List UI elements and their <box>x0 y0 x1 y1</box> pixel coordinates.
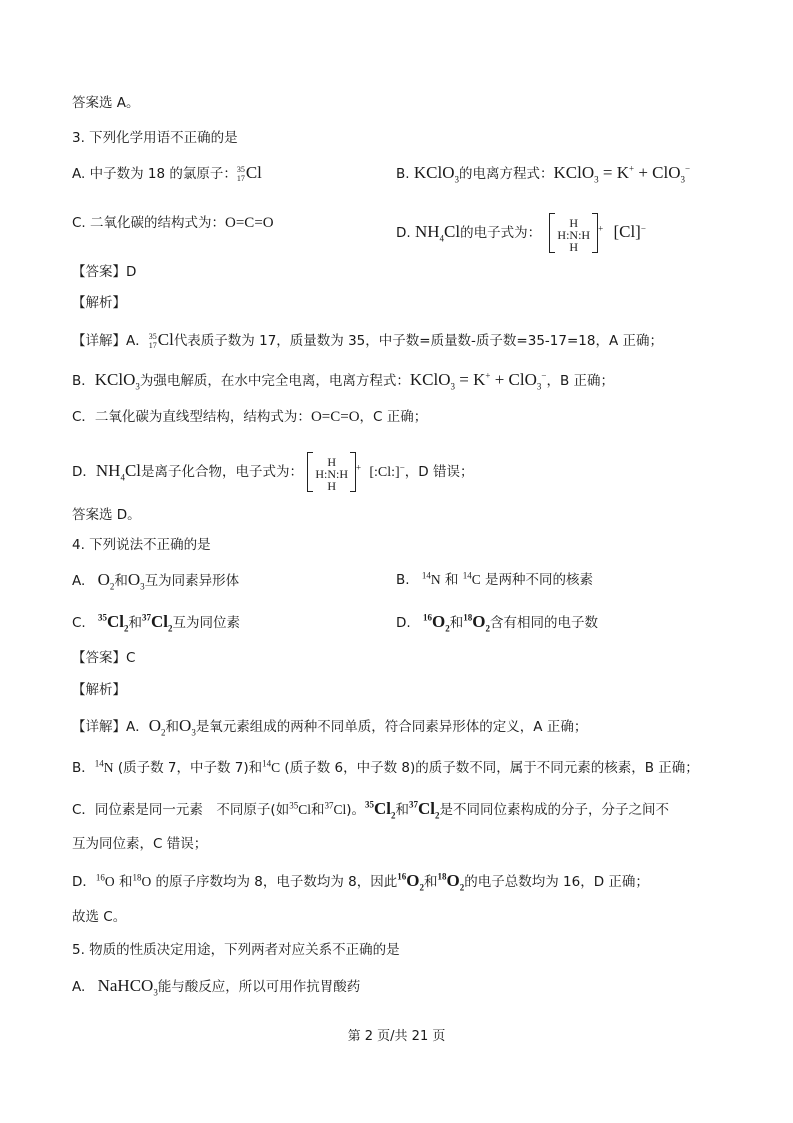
electron-formula-wrong: H H:N:H H <box>549 213 598 253</box>
detail-4c-line2: 互为同位素，C 错误； <box>72 836 208 852</box>
q4-option-c: C. $^{35}Cl_2$和$^{37}Cl_2$互为同位素 <box>72 612 241 634</box>
q4-option-a: A. $O_2$和$O_3$互为同素异形体 <box>72 570 240 592</box>
analysis-3: 【解析】 <box>72 295 126 311</box>
detail-3a: 【详解】A． 35 17 Cl代表质子数为 17，质量数为 35，中子数=质量数-质子数=35-17=18，A 正确； <box>72 330 663 350</box>
detail-3c: C．二氧化碳为直线型结构，结构式为：O=C=O，C 正确； <box>72 409 428 425</box>
detail-4c: C．同位素是同一元素 不同原子(如$^{35}$Cl和$^{37}$Cl)。$^{35}Cl_2$和$^{37}Cl_2$是不同同位素构成的分子，分子之间不 <box>72 799 670 821</box>
question-5: 5. 物质的性质决定用途，下列两者对应关系不正确的是 <box>72 942 400 958</box>
detail-4d: D．$^{16}$O 和$^{18}$O 的原子序数均为 8，电子数均为 8，因此$^{16}O_2$和$^{18}O_2$的电子总数均为 16，D 正确； <box>72 871 649 893</box>
detail-3d: D．$NH_4Cl$是离子化合物，电子式为： H H:N:H H + [:Cl:]−，D 错误； <box>72 452 473 492</box>
answer-3: 【答案】D <box>72 264 137 280</box>
detail-3b: B．KClO$_3$为强电解质，在水中完全电离，电离方程式：KClO$_3$ = K+ + ClO$_3$−，B 正确； <box>72 370 615 392</box>
detail-4b: B．$^{14}$N (质子数 7，中子数 7)和$^{14}$C (质子数 6，中子数 8)的质子数不同，属于不同元素的核素，B 正确； <box>72 758 699 776</box>
answer-3b: 答案选 D。 <box>72 507 141 523</box>
q3-option-b: B. KClO$_3$的电离方程式：KClO$_3$ = K+ + ClO$_3$− <box>396 163 691 185</box>
electron-formula-correct: H H:N:H H <box>307 452 356 492</box>
page-footer: 第 2 页/共 21 页 <box>347 1029 446 1044</box>
detail-4a: 【详解】A．$O_2$和$O_3$是氧元素组成的两种不同单质，符合同素异形体的定义，A 正确； <box>72 716 588 738</box>
question-4: 4. 下列说法不正确的是 <box>72 537 211 553</box>
q4-option-b: B. $^{14}$N 和 $^{14}$C 是两种不同的核素 <box>396 570 594 588</box>
answer-4b: 故选 C。 <box>72 909 127 925</box>
analysis-4: 【解析】 <box>72 682 126 698</box>
q5-option-a: A. NaHCO$_3$能与酸反应，所以可用作抗胃酸药 <box>72 976 361 998</box>
q3-option-c: C. 二氧化碳的结构式为：O=C=O <box>72 215 274 231</box>
q3-option-a: A. 中子数为 18 的氯原子： 35 17 Cl <box>72 163 262 183</box>
answer-4: 【答案】C <box>72 650 136 666</box>
question-3: 3. 下列化学用语不正确的是 <box>72 130 238 146</box>
q3-option-d: D. $NH_4Cl$的电子式为： H H:N:H H + [Cl]− <box>396 213 646 253</box>
answer-prev: 答案选 A。 <box>72 95 140 111</box>
q4-option-d: D. $^{16}O_2$和$^{18}O_2$含有相同的电子数 <box>396 612 598 634</box>
